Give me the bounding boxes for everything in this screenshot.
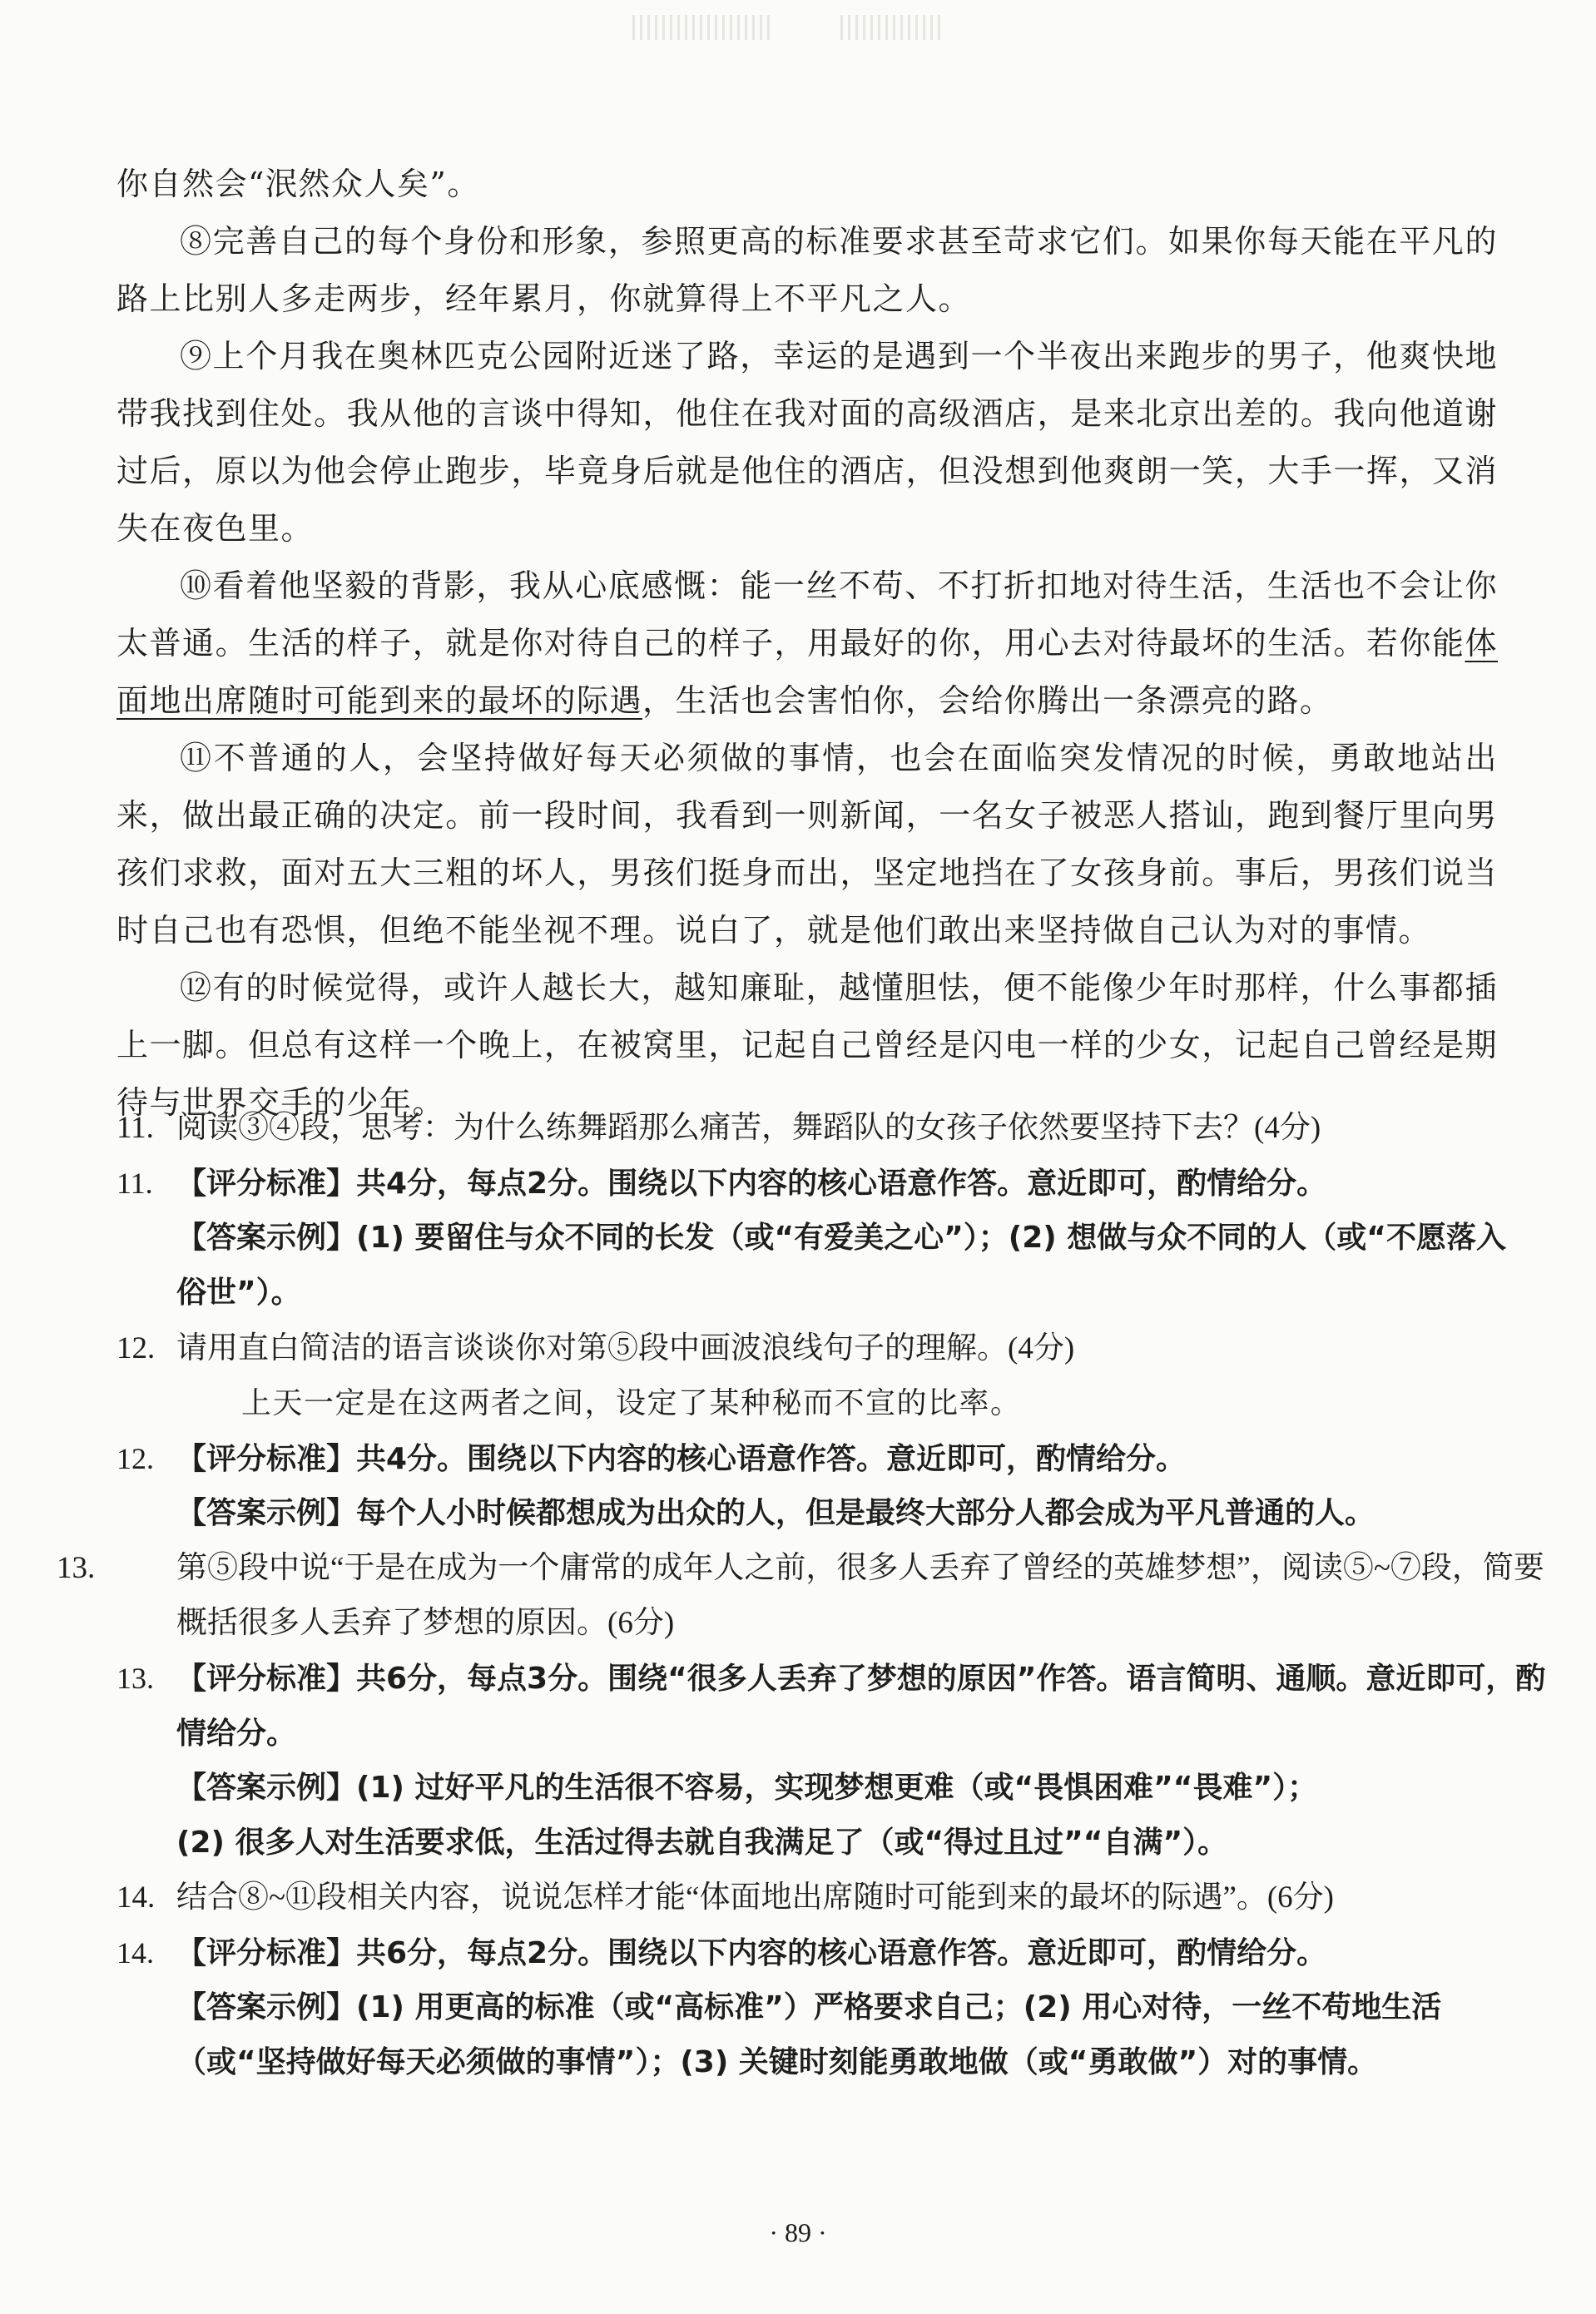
paragraph-12: ⑫有的时候觉得，或许人越长大，越知廉耻，越懂胆怯，便不能像少年时那样，什么事都插上一脚。但总有这样一个晚上，在被窝里，记起自己曾经是闪电一样的少女，记起自己曾经是期待与世界交手的少年。 — [116, 969, 1498, 1121]
answer-number: 11. — [116, 1167, 153, 1200]
answer-number: 13. — [116, 1662, 154, 1695]
paragraph-10-text-b: ，生活也会害怕你，会给你腾出一条漂亮的路。 — [642, 682, 1333, 719]
question-13 — [57, 1541, 1574, 1651]
question-12 — [116, 1321, 1514, 1376]
question-11 — [116, 1101, 1514, 1156]
answer-14-example: 【答案示例】(1) 用更高的标准（或“高标准”）严格要求自己；(2) 用心对待，一丝不苟地生活（或“坚持做好每天必须做的事情”）；(3) 关键时刻能勇敢地做（或“勇敢做”）对的事情。 — [176, 1990, 1442, 2079]
paragraph-10 — [116, 557, 1498, 730]
criteria-text: 【评分标准】共4分。围绕以下内容的核心语意作答。意近即可，酌情给分。 — [176, 1442, 1187, 1476]
answer-12-criteria — [116, 1431, 1574, 1487]
criteria-text: 【评分标准】共6分，每点2分。围绕以下内容的核心语意作答。意近即可，酌情给分。 — [176, 1936, 1327, 1970]
paragraph-8: ⑧完善自己的每个身份和形象，参照更高的标准要求甚至苛求它们。如果你每天能在平凡的路上比别人多走两步，经年累月，你就算得上不平凡之人。 — [116, 223, 1498, 317]
paragraph-11: ⑪不普通的人，会坚持做好每天必须做的事情，也会在面临突发情况的时候，勇敢地站出来，做出最正确的决定。前一段时间，我看到一则新闻，一名女子被恶人搭讪，跑到餐厅里向男孩们求救，面对五大三粗的坏人，男孩们挺身而出，坚定地挡在了女孩身前。事后，男孩们说当时自己也有恐惧，但绝不能坐视不理。说白了，就是他们敢出来坚持做自己认为对的事情。 — [116, 740, 1498, 949]
wavy-line-sentence: 上天一定是在这两者之间，设定了某种秘而不宣的比率。 — [241, 1386, 1022, 1420]
page-number: · 89 · — [769, 2217, 827, 2247]
underlined-sentence: 体面地出席随时可能到来的最坏的际遇 — [116, 625, 1498, 719]
scan-artifact — [840, 15, 940, 40]
answer-14-criteria — [116, 1925, 1574, 1981]
answer-13-example: 【答案示例】(1) 过好平凡的生活很不容易，实现梦想更难（或“畏惧困难”“畏难”）； — [176, 1771, 1318, 1805]
question-number: 14. — [116, 1880, 156, 1915]
criteria-text: 【评分标准】共6分，每点3分。围绕“很多人丢弃了梦想的原因”作答。语言简明、通顺。意近即可，酌情给分。 — [176, 1662, 1546, 1751]
question-text: 请用直白简洁的语言谈谈你对第⑤段中画波浪线句子的理解。(4分) — [176, 1331, 1075, 1365]
question-14 — [116, 1871, 1514, 1925]
criteria-text: 【评分标准】共4分，每点2分。围绕以下内容的核心语意作答。意近即可，酌情给分。 — [176, 1167, 1327, 1201]
paragraph-9: ⑨上个月我在奥林匹克公园附近迷了路，幸运的是遇到一个半夜出来跑步的男子，他爽快地带我找到住处。我从他的言谈中得知，他住在我对面的高级酒店，是来北京出差的。我向他道谢过后，原以为他会停止跑步，毕竟身后就是他住的酒店，但没想到他爽朗一笑，大手一挥，又消失在夜色里。 — [116, 338, 1498, 547]
question-text: 第⑤段中说“于是在成为一个庸常的成年人之前，很多人丢弃了曾经的英雄梦想”，阅读⑤~⑦段，简要概括很多人丢弃了梦想的原因。(6分) — [176, 1551, 1544, 1640]
answer-13-criteria — [116, 1651, 1574, 1762]
answer-number: 12. — [116, 1442, 154, 1475]
question-number: 11. — [116, 1111, 154, 1145]
answer-number: 14. — [116, 1936, 154, 1970]
paragraph-10-text-a: ⑩看着他坚毅的背影，我从心底感慨：能一丝不苟、不打折扣地对待生活，生活也不会让你太普通。生活的样子，就是你对待自己的样子，用最好的你，用心去对待最坏的生活。若你能 — [116, 567, 1498, 661]
question-number: 12. — [116, 1331, 156, 1365]
scan-artifact — [632, 15, 774, 40]
question-text: 结合⑧~⑪段相关内容，说说怎样才能“体面地出席随时可能到来的最坏的际遇”。(6分) — [176, 1880, 1335, 1915]
answer-12-example: 【答案示例】每个人小时候都想成为出众的人，但是最终大部分人都会成为平凡普通的人。 — [176, 1496, 1375, 1530]
question-text: 阅读③④段，思考：为什么练舞蹈那么痛苦，舞蹈队的女孩子依然要坚持下去？(4分) — [176, 1111, 1321, 1145]
paragraph-7-end: 你自然会“泯然众人矣”。 — [116, 166, 480, 202]
answer-13-example-2: (2) 很多人对生活要求低，生活过得去就自我满足了（或“得过且过”“自满”）。 — [176, 1826, 1228, 1860]
question-number: 13. — [57, 1551, 96, 1585]
answer-11-example: 【答案示例】(1) 要留住与众不同的长发（或“有爱美之心”）；(2) 想做与众不同的人（或“不愿落入俗世”）。 — [176, 1221, 1506, 1310]
answer-11-criteria — [116, 1156, 1574, 1212]
